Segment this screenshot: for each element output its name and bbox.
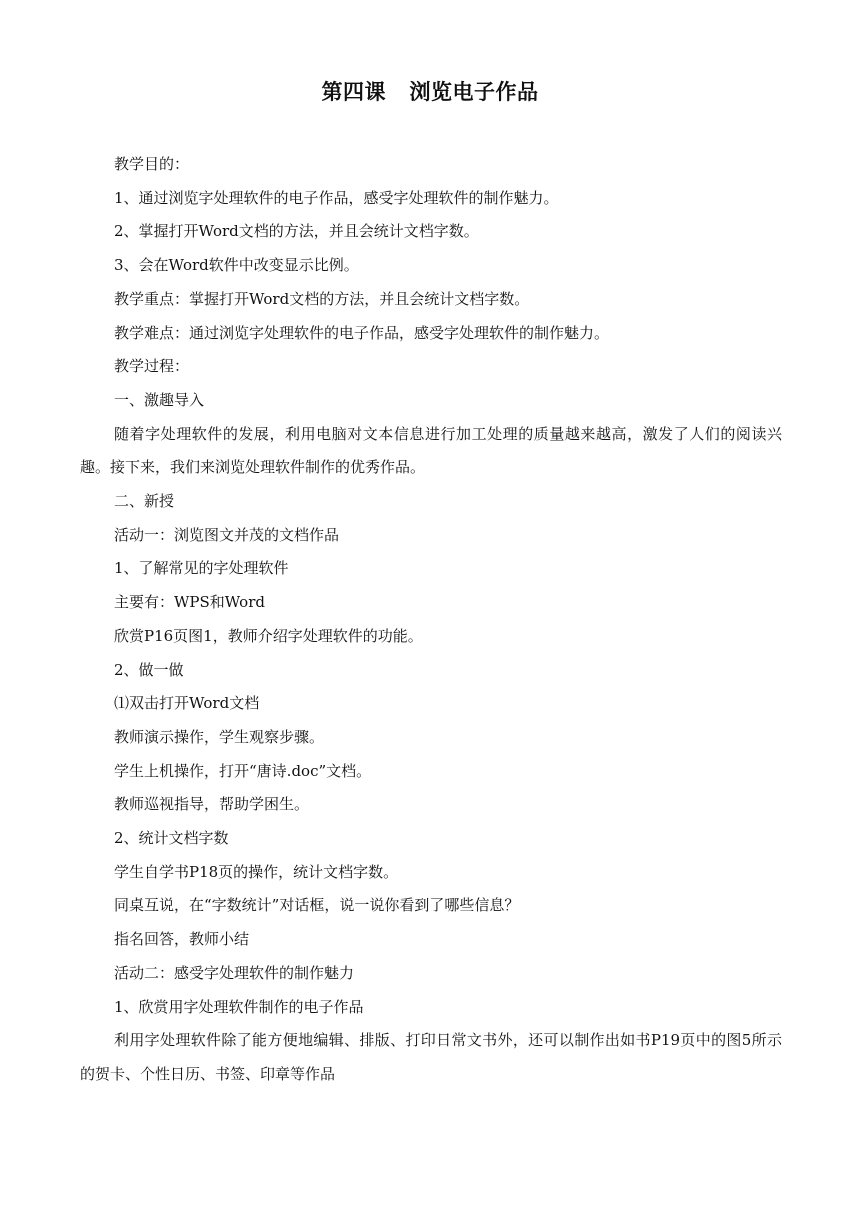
paragraph: 活动一：浏览图文并茂的文档作品 [114,525,340,544]
section-heading: 一、激趣导入 [114,390,205,409]
section-heading: 二、新授 [114,492,175,511]
paragraph: 1、了解常见的字处理软件 [114,559,289,578]
paragraph: 利用字处理软件除了能方便地编辑、排版、打印日常文书外，还可以制作出如书P19页中的图5所示的贺卡、个性日历、书签、印章等作品 [80,1031,782,1083]
paragraph: 2、统计文档字数 [114,829,229,848]
paragraph: 教师演示操作，学生观察步骤。 [114,727,325,746]
paragraph: 活动二：感受字处理软件的制作魅力 [114,963,355,982]
document-title: 第四课 浏览电子作品 [321,80,539,104]
paragraph: 学生上机操作，打开“唐诗.doc”文档。 [114,761,372,780]
paragraph: 教学过程： [114,357,190,376]
paragraph: 主要有：WPS和Word [114,593,265,612]
paragraph: 教学难点：通过浏览字处理软件的电子作品，感受字处理软件的制作魅力。 [114,323,610,342]
paragraph: 同桌互说，在“字数统计”对话框，说一说你看到了哪些信息？ [114,896,520,915]
paragraph: 欣赏P16页图1，教师介绍字处理软件的功能。 [114,626,423,645]
paragraph: 指名回答，教师小结 [114,930,250,949]
paragraph: 随着字处理软件的发展，利用电脑对文本信息进行加工处理的质量越来越高，激发了人们的阅读兴趣。接下来，我们来浏览处理软件制作的优秀作品。 [80,424,782,477]
document-body [80,148,782,1092]
paragraph: 2、做一做 [114,660,184,679]
paragraph: 学生自学书P18页的操作，统计文档字数。 [114,862,399,881]
paragraph: 1、欣赏用字处理软件制作的电子作品 [114,997,364,1016]
paragraph: 3、会在Word软件中改变显示比例。 [114,256,359,275]
paragraph: 2、掌握打开Word文档的方法，并且会统计文档字数。 [114,222,479,241]
paragraph: 教学重点：掌握打开Word文档的方法，并且会统计文档字数。 [114,289,530,308]
paragraph: 教师巡视指导，帮助学困生。 [114,795,310,814]
paragraph: 1、通过浏览字处理软件的电子作品，感受字处理软件的制作魅力。 [114,188,559,207]
paragraph: ⑴双击打开Word文档 [114,694,260,713]
paragraph: 教学目的： [114,155,190,173]
